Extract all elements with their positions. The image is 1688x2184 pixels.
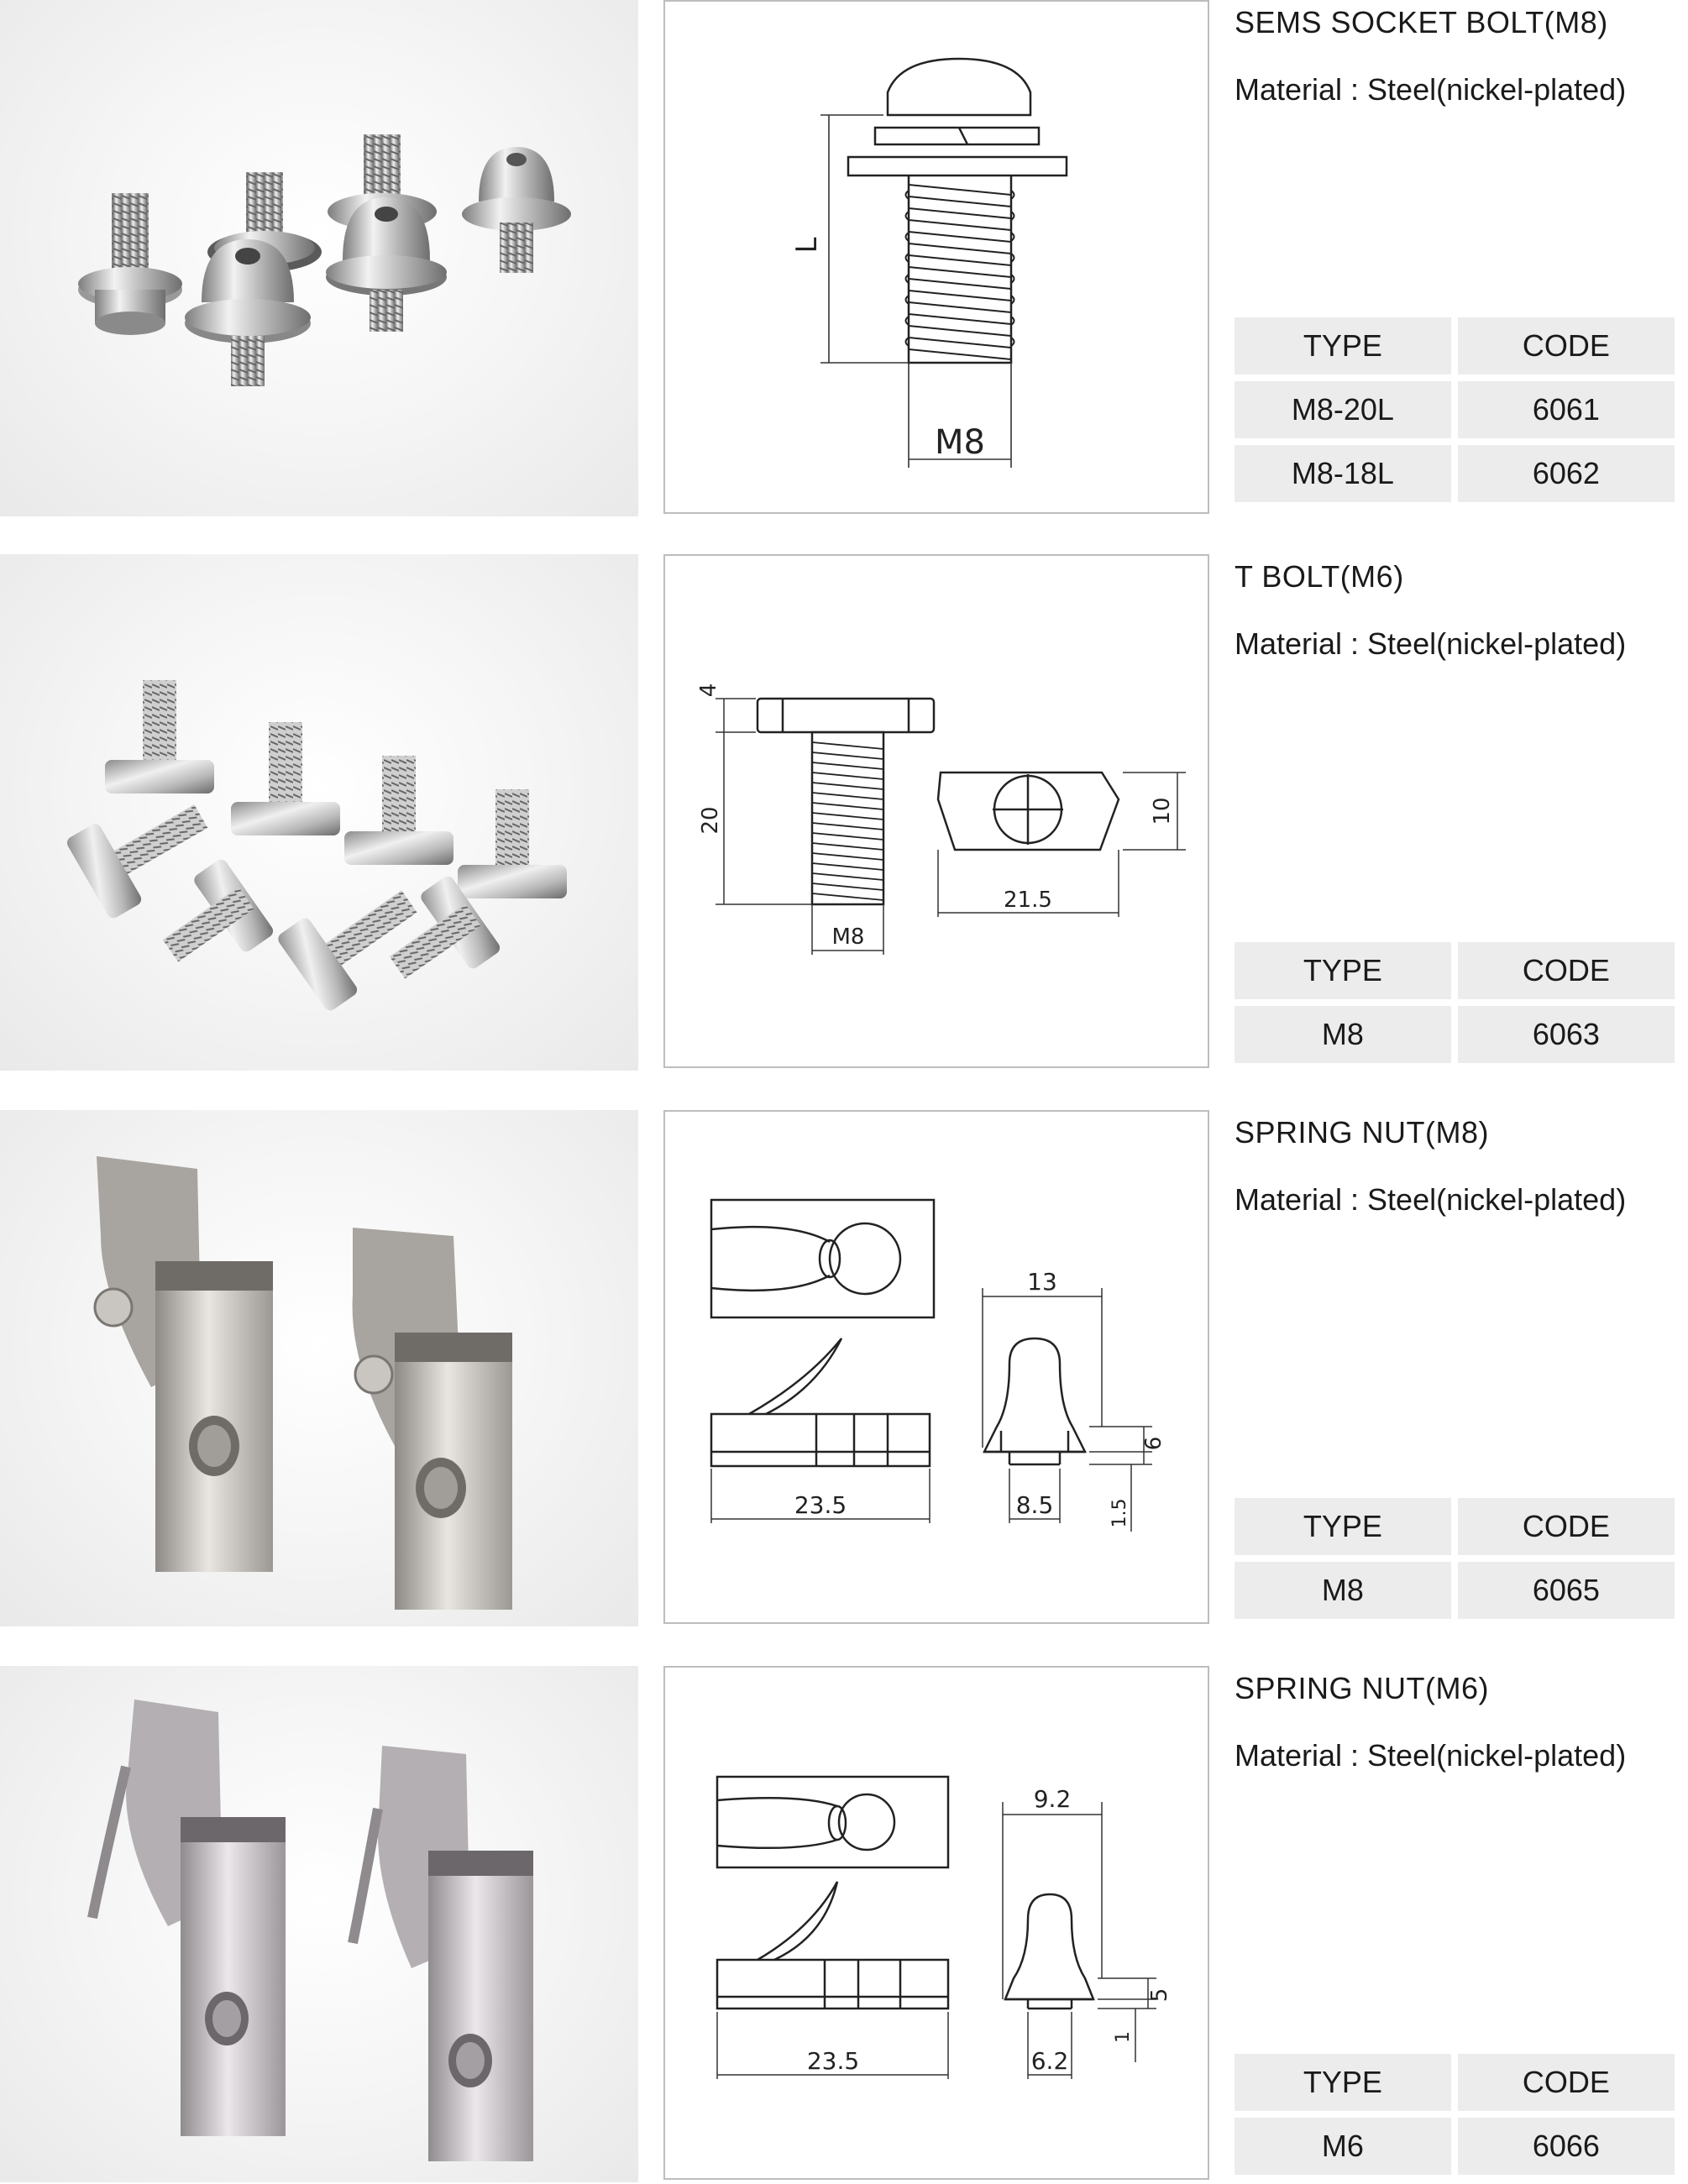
t-head [758, 699, 934, 732]
product-title: SPRING NUT(M6) [1235, 1671, 1489, 1705]
nut-front-view [984, 1338, 1085, 1452]
product-title: T BOLT(M6) [1235, 559, 1404, 594]
column-header-type: TYPE [1235, 942, 1451, 999]
table-row [1235, 445, 1675, 502]
spec-table [1228, 2047, 1681, 2181]
cell-code: 6065 [1458, 1562, 1675, 1619]
product-title: SEMS SOCKET BOLT(M8) [1235, 5, 1608, 39]
dim-thickness-label: 1 [1113, 2031, 1134, 2043]
column-header-type: TYPE [1235, 2054, 1451, 2111]
dim-thread-label: M8 [831, 924, 865, 950]
column-header-code: CODE [1458, 317, 1675, 374]
product-row-spring-nut-m6 [0, 1666, 1688, 2182]
technical-drawing-spring-nut-m8 [663, 1110, 1209, 1624]
dim-top-label: 13 [1027, 1268, 1057, 1296]
product-material: Material : Steel(nickel-plated) [1235, 1738, 1627, 1773]
t-bolt-upright-3 [344, 756, 453, 865]
dim-length-label: 23.5 [806, 2047, 860, 2075]
nut-spring-tab [758, 1882, 837, 1960]
cell-type: M8-18L [1235, 445, 1451, 502]
spec-table [1228, 311, 1681, 509]
product-photo-sems-bolts [0, 0, 638, 516]
spring-nut-m6-2 [353, 1746, 533, 2161]
column-header-type: TYPE [1235, 317, 1451, 374]
dimension-lines [717, 1802, 1156, 2079]
column-header-type: TYPE [1235, 1498, 1451, 1555]
spring-nut-m8-2 [353, 1228, 512, 1610]
table-header-row [1235, 2054, 1675, 2111]
product-row-sems-socket-bolt [0, 0, 1688, 516]
product-info-sems-bolt [1235, 0, 1688, 516]
dim-head-label: 4 [696, 683, 721, 698]
product-material: Material : Steel(nickel-plated) [1235, 626, 1627, 661]
spring-nut-m6-1 [92, 1700, 286, 2136]
dim-base-label: 6.2 [1030, 2047, 1069, 2075]
cell-type: M8 [1235, 1006, 1451, 1063]
spring-washer [875, 128, 1039, 144]
dimension-lines [716, 699, 1186, 955]
dim-height-label: 5 [1147, 1988, 1172, 2003]
flat-washer [848, 157, 1067, 175]
dim-height-label: 6 [1141, 1436, 1166, 1451]
table-header-row [1235, 942, 1675, 999]
t-bolt-upright-1 [105, 680, 214, 793]
sems-bolt-4 [462, 147, 571, 273]
cell-code: 6061 [1458, 381, 1675, 438]
dimension-lines [711, 1288, 1152, 1532]
bolt-head [888, 59, 1030, 115]
product-material: Material : Steel(nickel-plated) [1235, 72, 1627, 107]
dim-top-label: 9.2 [1033, 1785, 1072, 1813]
column-header-code: CODE [1458, 2054, 1675, 2111]
table-row [1235, 1562, 1675, 1619]
table-row [1235, 381, 1675, 438]
cell-code: 6063 [1458, 1006, 1675, 1063]
product-photo-spring-nuts-m8 [0, 1110, 638, 1626]
nut-side-view [717, 1960, 948, 2009]
table-header-row [1235, 317, 1675, 374]
nut-top-view [717, 1777, 948, 1867]
dim-base-label: 8.5 [1015, 1491, 1054, 1519]
table-row [1235, 1006, 1675, 1063]
spec-table [1228, 1491, 1681, 1626]
t-bolt-lying-2 [144, 857, 275, 988]
product-info-spring-nut-m6 [1235, 1666, 1688, 2182]
nut-side-view [711, 1414, 930, 1466]
column-header-code: CODE [1458, 942, 1675, 999]
product-photo-t-bolts [0, 554, 638, 1071]
product-info-t-bolt [1235, 554, 1688, 1071]
dim-width-label: 21.5 [1004, 888, 1052, 913]
t-bolt-lying-3 [275, 862, 435, 1013]
table-row [1235, 2118, 1675, 2175]
t-bolt-lying-1 [65, 775, 223, 920]
product-row-spring-nut-m8 [0, 1110, 1688, 1626]
technical-drawing-sems-bolt [663, 0, 1209, 514]
cell-code: 6062 [1458, 445, 1675, 502]
product-row-t-bolt [0, 554, 1688, 1071]
cell-type: M8-20L [1235, 381, 1451, 438]
t-bolt-upright-2 [231, 722, 340, 835]
product-material: Material : Steel(nickel-plated) [1235, 1182, 1627, 1217]
nut-spring-tab [749, 1338, 841, 1414]
t-bolt-upright-4 [458, 789, 567, 898]
product-photo-spring-nuts-m6 [0, 1666, 638, 2182]
cell-code: 6066 [1458, 2118, 1675, 2175]
technical-drawing-t-bolt [663, 554, 1209, 1068]
cell-type: M6 [1235, 2118, 1451, 2175]
thread-lines [909, 185, 1011, 359]
technical-drawing-spring-nut-m6 [663, 1666, 1209, 2180]
spring-nut-m8-1 [95, 1156, 273, 1572]
dim-thread-label: M8 [935, 423, 985, 462]
cell-type: M8 [1235, 1562, 1451, 1619]
dim-length-label: L [790, 237, 824, 254]
nut-front-view [1005, 1894, 1093, 1999]
dim-length-label: 20 [698, 806, 723, 835]
product-info-spring-nut-m8 [1235, 1110, 1688, 1626]
table-header-row [1235, 1498, 1675, 1555]
spec-table [1228, 935, 1681, 1070]
dim-length-label: 23.5 [794, 1491, 847, 1519]
dim-height-label: 10 [1150, 797, 1175, 825]
product-title: SPRING NUT(M8) [1235, 1115, 1489, 1150]
column-header-code: CODE [1458, 1498, 1675, 1555]
sems-bolt-1 [78, 193, 182, 335]
dim-thickness-label: 1.5 [1109, 1498, 1130, 1528]
